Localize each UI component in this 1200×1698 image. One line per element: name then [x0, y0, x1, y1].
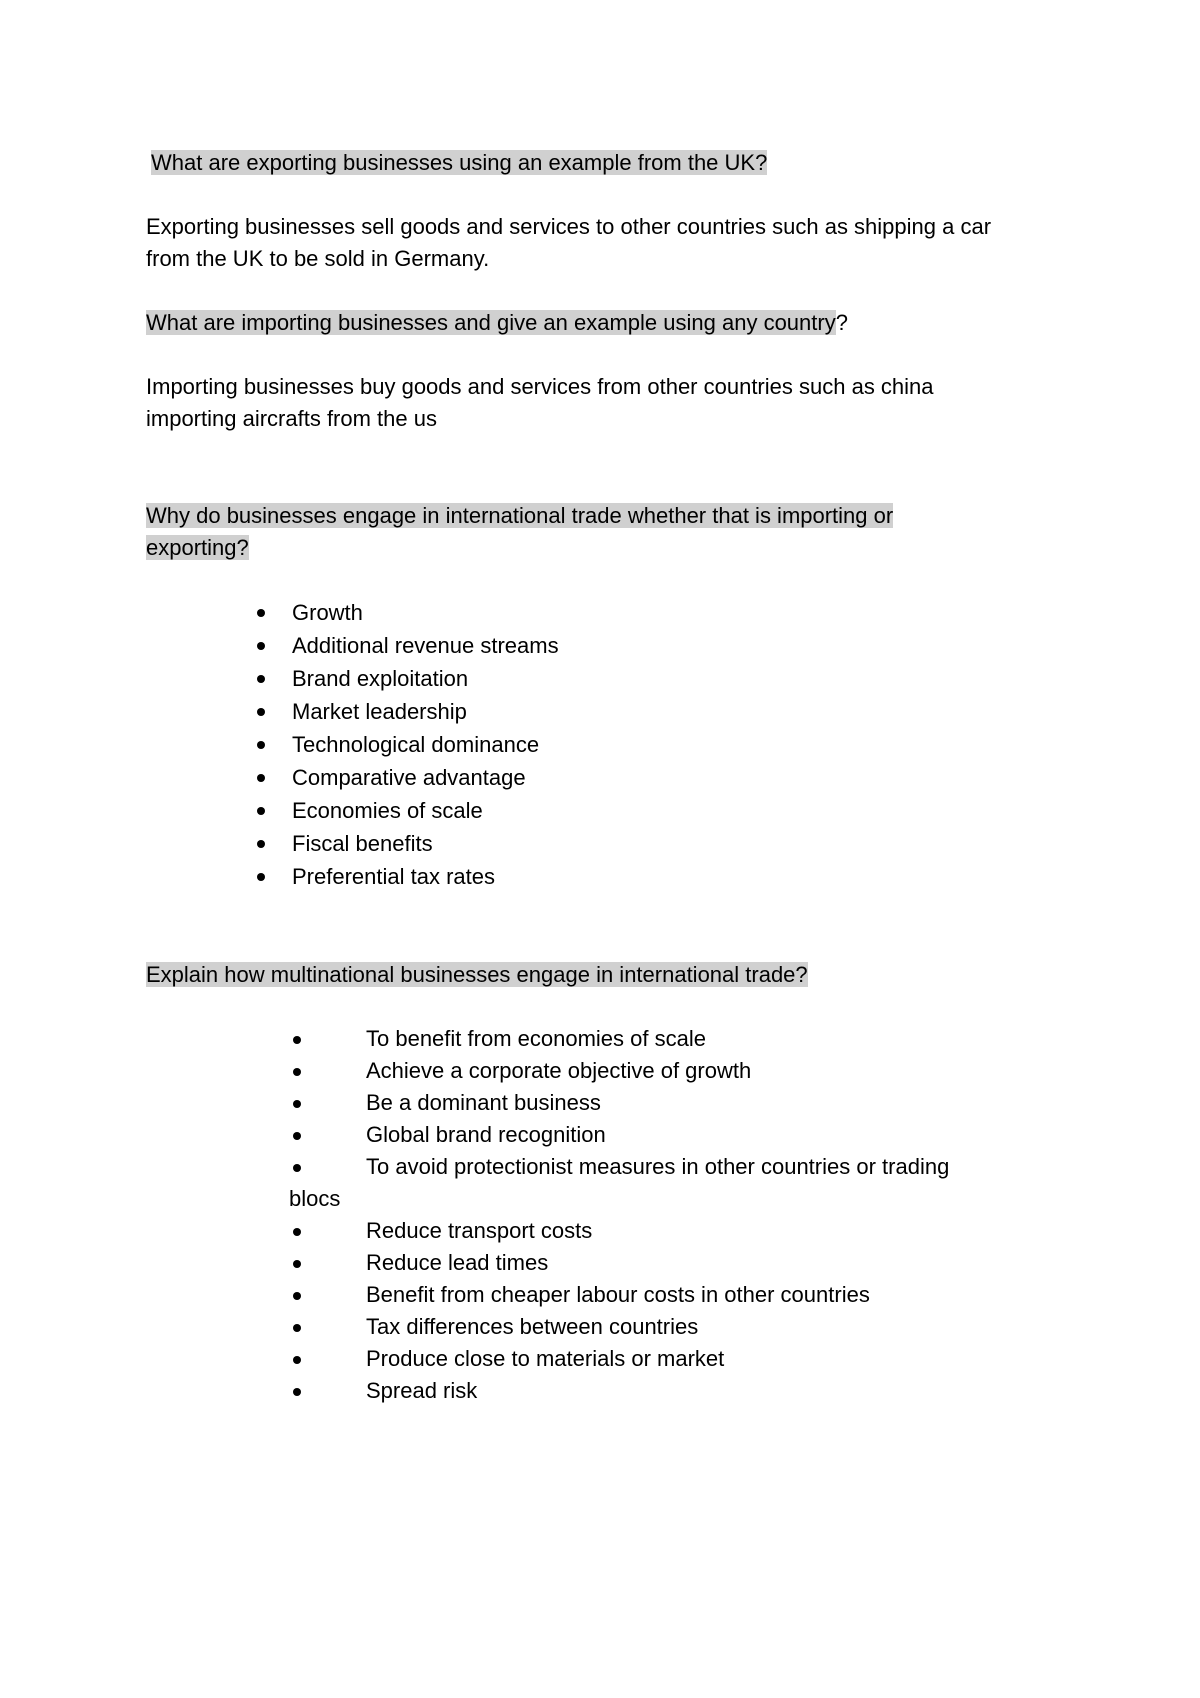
bullet-icon — [257, 708, 265, 716]
question-4-text: Explain how multinational businesses engage in international trade? — [146, 962, 808, 987]
multinational-reasons-list — [289, 1023, 949, 1407]
list-item: Produce close to materials or market — [289, 1343, 949, 1375]
list-item: Be a dominant business — [289, 1087, 949, 1119]
question-2-tail: ? — [835, 310, 848, 335]
list-item: Economies of scale — [252, 794, 559, 827]
list-item: Market leadership — [252, 695, 559, 728]
answer-1-line-1: Exporting businesses sell goods and services to other countries such as shipping a car — [146, 214, 992, 239]
list-item: Technological dominance — [252, 728, 559, 761]
bullet-icon — [293, 1164, 301, 1172]
list-item: Reduce transport costs — [289, 1215, 949, 1247]
list-item: Reduce lead times — [289, 1247, 949, 1279]
bullet-icon — [293, 1388, 301, 1396]
question-1 — [151, 147, 767, 179]
list-item: Growth — [252, 596, 559, 629]
list-item: Additional revenue streams — [252, 629, 559, 662]
bullet-icon — [257, 675, 265, 683]
question-2-text: What are importing businesses and give an example using any country — [146, 310, 836, 335]
bullet-icon — [293, 1100, 301, 1108]
answer-2-line-2: importing aircrafts from the us — [146, 406, 437, 431]
list-item: Achieve a corporate objective of growth — [289, 1055, 949, 1087]
bullet-icon — [257, 873, 265, 881]
question-2 — [146, 307, 848, 339]
list-item: To avoid protectionist measures in other countries or trading — [289, 1151, 949, 1183]
answer-1-line-2: from the UK to be sold in Germany. — [146, 246, 490, 271]
bullet-icon — [257, 642, 265, 650]
bullet-icon — [293, 1132, 301, 1140]
bullet-icon — [293, 1356, 301, 1364]
bullet-icon — [293, 1068, 301, 1076]
list-item: Spread risk — [289, 1375, 949, 1407]
bullet-icon — [293, 1036, 301, 1044]
list-item: Tax differences between countries — [289, 1311, 949, 1343]
question-3-line-1: Why do businesses engage in international trade whether that is importing or — [146, 503, 894, 528]
list-item: Benefit from cheaper labour costs in other countries — [289, 1279, 949, 1311]
bullet-icon — [257, 774, 265, 782]
list-item: Fiscal benefits — [252, 827, 559, 860]
bullet-icon — [293, 1260, 301, 1268]
bullet-icon — [293, 1292, 301, 1300]
question-3-line-2: exporting? — [146, 535, 249, 560]
list-item: Brand exploitation — [252, 662, 559, 695]
list-item-continuation: blocs — [289, 1186, 341, 1211]
bullet-icon — [257, 840, 265, 848]
question-4 — [146, 959, 808, 991]
bullet-icon — [293, 1228, 301, 1236]
bullet-icon — [293, 1324, 301, 1332]
bullet-icon — [257, 807, 265, 815]
question-1-text: What are exporting businesses using an example from the UK? — [151, 150, 768, 175]
list-item: To benefit from economies of scale — [289, 1023, 949, 1055]
list-item: Global brand recognition — [289, 1119, 949, 1151]
bullet-icon — [257, 741, 265, 749]
list-item: Comparative advantage — [252, 761, 559, 794]
answer-2-line-1: Importing businesses buy goods and services from other countries such as china — [146, 374, 934, 399]
bullet-icon — [257, 609, 265, 617]
reasons-list — [252, 596, 559, 893]
list-item: Preferential tax rates — [252, 860, 559, 893]
